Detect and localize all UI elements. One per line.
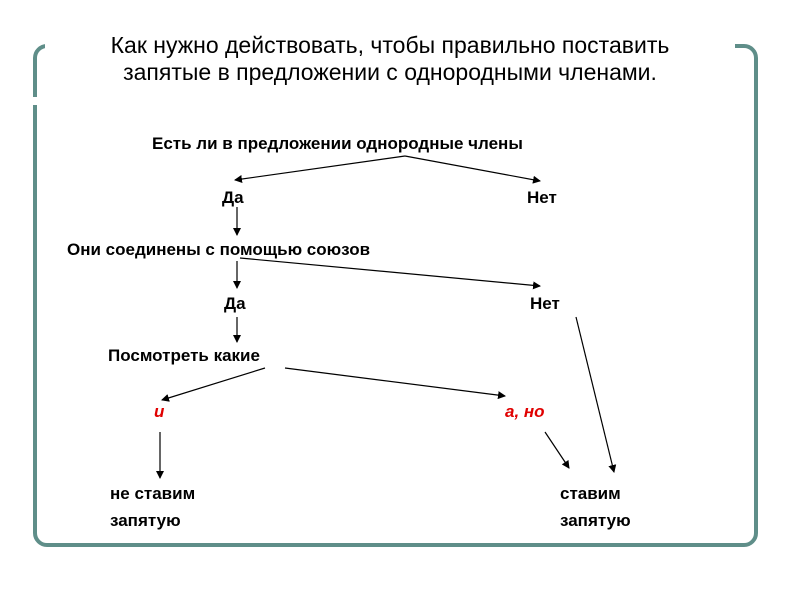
conjunction-a-no: а, но — [505, 402, 545, 421]
title-line-2: запятые в предложении с однородными членами. — [123, 59, 657, 85]
result-comma-line-1: ставим — [560, 484, 621, 503]
arrow-q2-to-no2 — [240, 258, 540, 286]
answer-yes-2: Да — [224, 294, 246, 313]
instruction-look-which: Посмотреть какие — [108, 346, 260, 365]
arrow-no2-to-comma — [576, 317, 614, 472]
question-conjunctions: Они соединены с помощью союзов — [67, 240, 371, 259]
arrow-q1-to-yes1 — [235, 156, 405, 180]
question-homogeneous-members: Есть ли в предложении однородные члены — [152, 134, 523, 153]
answer-no-1: Нет — [527, 188, 557, 207]
arrow-a-no-to-comma — [545, 432, 569, 468]
answer-yes-1: Да — [222, 188, 244, 207]
answer-no-2: Нет — [530, 294, 560, 313]
result-no-comma — [110, 480, 195, 534]
conjunction-i: и — [154, 402, 165, 421]
arrow-q1-to-no1 — [405, 156, 540, 181]
result-comma-line-2: запятую — [560, 511, 631, 530]
title-line-1: Как нужно действовать, чтобы правильно поставить — [110, 32, 670, 58]
arrow-q3-to-a-no — [285, 368, 505, 396]
result-no-comma-line-2: запятую — [110, 511, 181, 530]
arrow-q3-to-i — [162, 368, 265, 400]
result-comma — [560, 480, 631, 534]
result-no-comma-line-1: не ставим — [110, 484, 196, 503]
